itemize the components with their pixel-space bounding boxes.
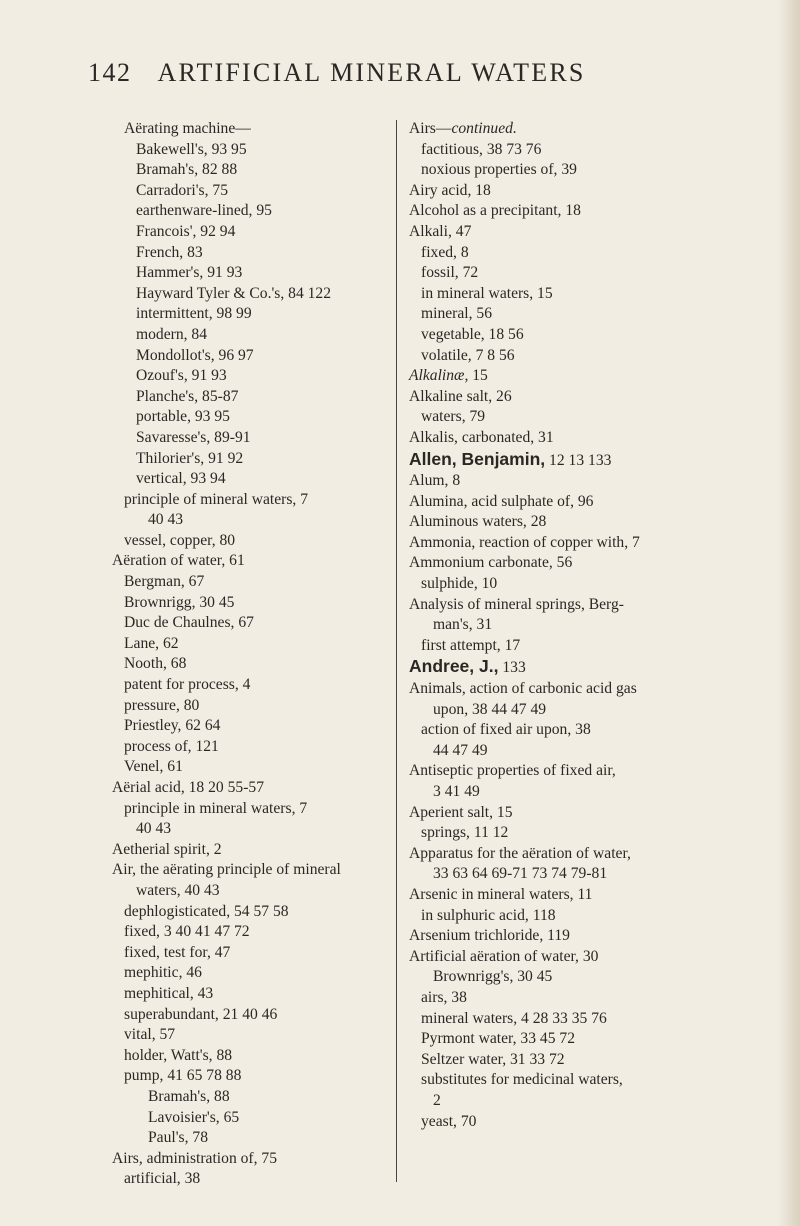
index-entry: Alum, 8 xyxy=(409,472,461,490)
index-entry: intermittent, 98 99 xyxy=(136,305,252,323)
index-entry: man's, 31 xyxy=(433,616,493,634)
index-entry: airs, 38 xyxy=(421,988,467,1006)
index-entry: fixed, 3 40 41 47 72 xyxy=(124,923,250,941)
index-entry: earthenware-lined, 95 xyxy=(136,202,272,220)
index-entry: pump, 41 65 78 88 xyxy=(124,1067,242,1085)
index-entry: Airy acid, 18 xyxy=(409,181,491,199)
index-entry: Nooth, 68 xyxy=(124,655,187,673)
index-entry: noxious properties of, 39 xyxy=(421,161,577,179)
index-entry: Thilorier's, 91 92 xyxy=(136,449,244,467)
index-entry: Aëration of water, 61 xyxy=(112,552,245,570)
index-entry: Analysis of mineral springs, Berg- xyxy=(409,595,624,613)
index-entry: Arsenic in mineral waters, 11 xyxy=(409,885,593,903)
index-entry: fixed, 8 xyxy=(421,243,469,261)
index-entry: French, 83 xyxy=(136,243,203,261)
index-entry: Duc de Chaulnes, 67 xyxy=(124,614,254,632)
index-entry: patent for process, 4 xyxy=(124,676,251,694)
index-entry: principle of mineral waters, 7 xyxy=(124,490,309,508)
index-entry: volatile, 7 8 56 xyxy=(421,346,515,364)
index-entry xyxy=(409,656,729,679)
page-title: ARTIFICIAL MINERAL WATERS xyxy=(157,58,586,87)
index-entry: Antiseptic properties of fixed air, xyxy=(409,762,616,780)
index-entry: fixed, test for, 47 xyxy=(124,943,231,961)
index-entry: mephitic, 46 xyxy=(124,964,202,982)
index-entry: 40 43 xyxy=(148,511,184,529)
index-entry: Mondollot's, 96 97 xyxy=(136,346,254,364)
index-entry-heading: Airs— xyxy=(409,120,452,137)
index-entry: Artificial aëration of water, 30 xyxy=(409,947,599,965)
index-entry: Ozouf's, 91 93 xyxy=(136,367,227,385)
index-entry: Aetherial spirit, 2 xyxy=(112,840,222,858)
index-entry xyxy=(409,366,729,387)
page-number: 142 xyxy=(88,58,132,87)
index-entry-heading: Andree, J., xyxy=(409,656,499,677)
index-entry: dephlogisticated, 54 57 58 xyxy=(124,902,289,920)
index-entry: in sulphuric acid, 118 xyxy=(421,906,556,924)
index-entry: Ammonium carbonate, 56 xyxy=(409,554,573,572)
index-entry: Alkalis, carbonated, 31 xyxy=(409,428,554,446)
index-entry: Aperient salt, 15 xyxy=(409,803,513,821)
index-entry: waters, 40 43 xyxy=(136,881,220,899)
index-entry-pages: 133 xyxy=(498,659,526,677)
index-entry: Bergman, 67 xyxy=(124,573,205,591)
index-entry: Bramah's, 88 xyxy=(148,1087,230,1105)
index-entry: sulphide, 10 xyxy=(421,575,498,593)
index-entry: mineral waters, 4 28 33 35 76 xyxy=(421,1009,607,1027)
page-header xyxy=(88,58,748,98)
index-entry: yeast, 70 xyxy=(421,1112,477,1130)
index-entry: springs, 11 12 xyxy=(421,824,509,842)
index-entry: Hayward Tyler & Co.'s, 84 122 xyxy=(136,284,332,302)
index-entry: portable, 93 95 xyxy=(136,408,230,426)
index-entry-heading: Allen, Benjamin, xyxy=(409,448,546,469)
index-entry xyxy=(409,119,729,140)
index-entry: 44 47 49 xyxy=(433,741,488,759)
index-column-left xyxy=(112,119,374,1190)
index-entry: mephitical, 43 xyxy=(124,984,214,1002)
index-entry: Air, the aërating principle of mineral xyxy=(112,861,341,879)
index-entry: 2 xyxy=(433,1091,441,1109)
index-entry: superabundant, 21 40 46 xyxy=(124,1005,278,1023)
index-entry: Priestley, 62 64 xyxy=(124,717,221,735)
index-entry: Alumina, acid sulphate of, 96 xyxy=(409,492,594,510)
index-entry: first attempt, 17 xyxy=(421,636,521,654)
index-entry xyxy=(409,449,729,472)
index-column-right xyxy=(409,119,729,1132)
index-entry: principle in mineral waters, 7 xyxy=(124,799,308,817)
index-entry: Brownrigg, 30 45 xyxy=(124,593,235,611)
index-entry: action of fixed air upon, 38 xyxy=(421,721,591,739)
index-entry: Venel, 61 xyxy=(124,758,183,776)
index-entry: Aërial acid, 18 20 55-57 xyxy=(112,779,264,796)
page-edge-shadow xyxy=(778,0,800,1226)
index-entry: Apparatus for the aëration of water, xyxy=(409,844,631,862)
index-entry: Pyrmont water, 33 45 72 xyxy=(421,1030,575,1048)
index-entry: Bakewell's, 93 95 xyxy=(136,140,247,158)
index-entry: artificial, 38 xyxy=(124,1170,201,1188)
index-entry: Ammonia, reaction of copper with, 7 xyxy=(409,533,640,551)
index-entry: Paul's, 78 xyxy=(148,1129,208,1147)
index-entry: Arsenium trichloride, 119 xyxy=(409,927,570,945)
index-entry: mineral, 56 xyxy=(421,305,493,323)
index-entry: vessel, copper, 80 xyxy=(124,531,236,549)
index-entry: Lavoisier's, 65 xyxy=(148,1108,240,1126)
index-entry: vertical, 93 94 xyxy=(136,470,226,488)
index-entry: modern, 84 xyxy=(136,325,208,343)
index-entry: upon, 38 44 47 49 xyxy=(433,700,547,718)
index-entry: Savaresse's, 89-91 xyxy=(136,428,251,446)
index-entry: vital, 57 xyxy=(124,1026,176,1044)
index-entry: Seltzer water, 31 33 72 xyxy=(421,1050,565,1068)
index-entry: in mineral waters, 15 xyxy=(421,284,553,302)
index-entry: process of, 121 xyxy=(124,737,219,755)
index-entry-pages: continued. xyxy=(451,120,517,137)
index-entry: holder, Watt's, 88 xyxy=(124,1046,233,1064)
index-entry: 40 43 xyxy=(136,820,172,838)
index-entry: factitious, 38 73 76 xyxy=(421,140,542,158)
index-entry: Carradori's, 75 xyxy=(136,181,229,199)
column-divider xyxy=(396,120,397,1182)
index-entry: Planche's, 85-87 xyxy=(136,387,239,405)
index-entry-pages: 15 xyxy=(468,367,488,385)
index-entry: Aërating machine— xyxy=(124,120,251,137)
index-entry: vegetable, 18 56 xyxy=(421,325,524,343)
index-entry: Alkali, 47 xyxy=(409,222,472,240)
index-entry: pressure, 80 xyxy=(124,696,200,714)
index-entry: substitutes for medicinal waters, xyxy=(421,1071,623,1089)
index-entry: Francois', 92 94 xyxy=(136,222,236,240)
index-entry-pages: 12 13 133 xyxy=(545,451,612,469)
index-entry-heading: Alkalinæ, xyxy=(409,367,469,385)
index-entry: 33 63 64 69-71 73 74 79-81 xyxy=(433,865,608,883)
index-entry: Brownrigg's, 30 45 xyxy=(433,968,553,986)
index-entry: fossil, 72 xyxy=(421,264,479,282)
index-entry: Alkaline salt, 26 xyxy=(409,387,512,405)
index-entry: waters, 79 xyxy=(421,408,486,426)
index-entry: Animals, action of carbonic acid gas xyxy=(409,680,637,698)
index-entry: Bramah's, 82 88 xyxy=(136,161,238,179)
index-entry: 3 41 49 xyxy=(433,783,480,800)
index-entry: Alcohol as a precipitant, 18 xyxy=(409,202,581,220)
index-entry: Aluminous waters, 28 xyxy=(409,513,547,531)
index-entry: Airs, administration of, 75 xyxy=(112,1149,278,1167)
index-entry: Hammer's, 91 93 xyxy=(136,264,243,282)
index-entry: Lane, 62 xyxy=(124,634,179,652)
